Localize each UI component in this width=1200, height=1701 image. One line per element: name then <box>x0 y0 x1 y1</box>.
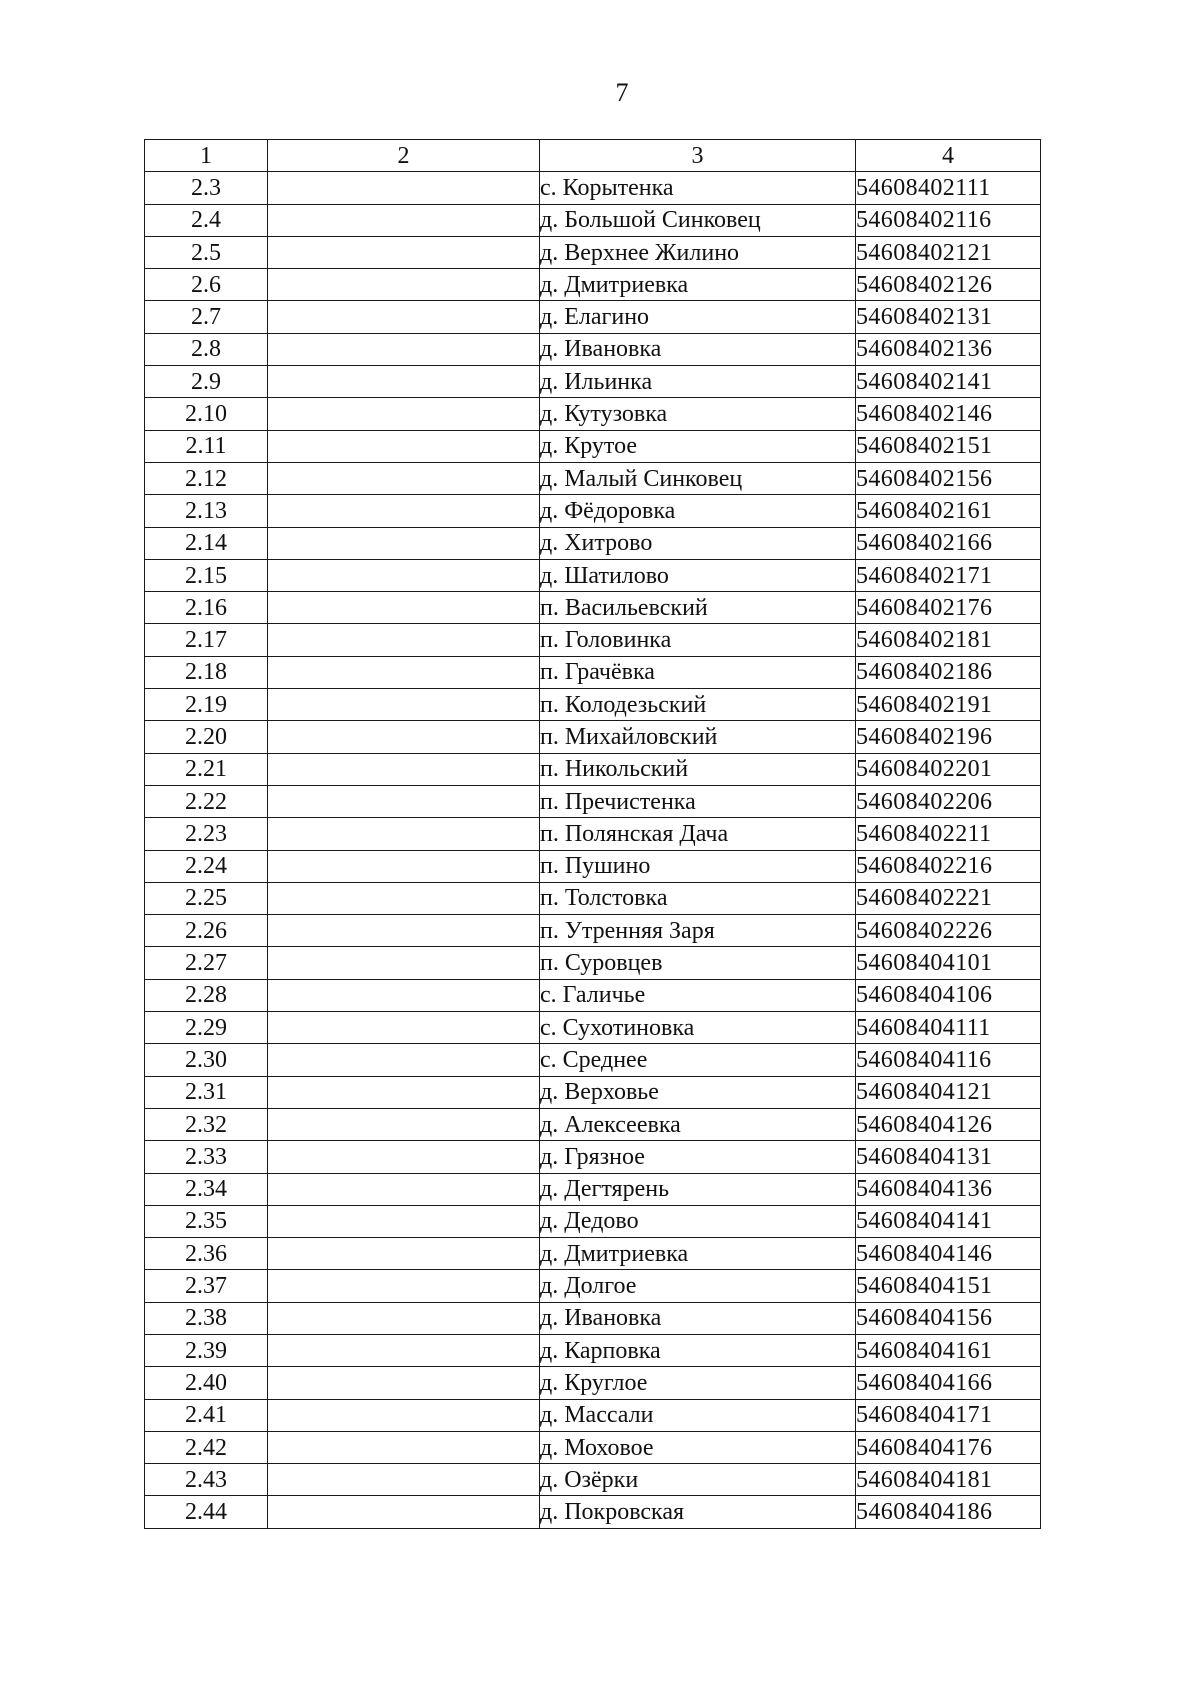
empty-cell <box>268 1496 540 1528</box>
settlement-name-cell: д. Карповка <box>540 1334 856 1366</box>
settlement-name-cell: д. Хитрово <box>540 527 856 559</box>
table-row <box>145 462 1041 494</box>
oktmo-code-cell: 54608402141 <box>856 366 1041 398</box>
settlement-name-cell: д. Крутое <box>540 430 856 462</box>
oktmo-code-cell: 54608404101 <box>856 947 1041 979</box>
settlement-name-cell: с. Корытенка <box>540 172 856 204</box>
settlement-name-cell: д. Алексеевка <box>540 1108 856 1140</box>
settlement-name-cell: д. Дедово <box>540 1205 856 1237</box>
settlement-name-cell: п. Суровцев <box>540 947 856 979</box>
header-col-2: 2 <box>268 140 540 172</box>
oktmo-code-cell: 54608404156 <box>856 1302 1041 1334</box>
empty-cell <box>268 882 540 914</box>
settlement-name-cell: п. Толстовка <box>540 882 856 914</box>
settlement-name-cell: д. Верховье <box>540 1076 856 1108</box>
header-col-4: 4 <box>856 140 1041 172</box>
row-number-cell: 2.14 <box>145 527 268 559</box>
empty-cell <box>268 1076 540 1108</box>
table-row <box>145 1238 1041 1270</box>
row-number-cell: 2.38 <box>145 1302 268 1334</box>
row-number-cell: 2.17 <box>145 624 268 656</box>
row-number-cell: 2.39 <box>145 1334 268 1366</box>
empty-cell <box>268 495 540 527</box>
oktmo-code-cell: 54608402116 <box>856 204 1041 236</box>
oktmo-code-cell: 54608404171 <box>856 1399 1041 1431</box>
row-number-cell: 2.42 <box>145 1431 268 1463</box>
table-row <box>145 721 1041 753</box>
oktmo-code-cell: 54608402156 <box>856 462 1041 494</box>
settlement-name-cell: д. Ивановка <box>540 333 856 365</box>
row-number-cell: 2.19 <box>145 689 268 721</box>
row-number-cell: 2.11 <box>145 430 268 462</box>
settlement-name-cell: д. Дегтярень <box>540 1173 856 1205</box>
row-number-cell: 2.15 <box>145 559 268 591</box>
oktmo-code-cell: 54608402161 <box>856 495 1041 527</box>
row-number-cell: 2.7 <box>145 301 268 333</box>
table-row <box>145 204 1041 236</box>
table-row <box>145 979 1041 1011</box>
empty-cell <box>268 527 540 559</box>
settlement-name-cell: п. Никольский <box>540 753 856 785</box>
empty-cell <box>268 1399 540 1431</box>
row-number-cell: 2.24 <box>145 850 268 882</box>
row-number-cell: 2.33 <box>145 1141 268 1173</box>
oktmo-code-cell: 54608402226 <box>856 915 1041 947</box>
oktmo-code-cell: 54608402136 <box>856 333 1041 365</box>
row-number-cell: 2.26 <box>145 915 268 947</box>
row-number-cell: 2.28 <box>145 979 268 1011</box>
table-row <box>145 1431 1041 1463</box>
empty-cell <box>268 269 540 301</box>
settlement-name-cell: д. Круглое <box>540 1367 856 1399</box>
table-row <box>145 624 1041 656</box>
settlement-name-cell: д. Кутузовка <box>540 398 856 430</box>
oktmo-code-cell: 54608404181 <box>856 1464 1041 1496</box>
oktmo-code-cell: 54608404136 <box>856 1173 1041 1205</box>
table-body <box>145 140 1041 1529</box>
oktmo-code-cell: 54608402221 <box>856 882 1041 914</box>
row-number-cell: 2.29 <box>145 1012 268 1044</box>
table-row <box>145 495 1041 527</box>
table-row <box>145 301 1041 333</box>
settlement-name-cell: д. Массали <box>540 1399 856 1431</box>
empty-cell <box>268 1367 540 1399</box>
empty-cell <box>268 1044 540 1076</box>
oktmo-code-cell: 54608404126 <box>856 1108 1041 1140</box>
settlement-name-cell: д. Дмитриевка <box>540 269 856 301</box>
settlement-name-cell: д. Шатилово <box>540 559 856 591</box>
oktmo-code-cell: 54608402146 <box>856 398 1041 430</box>
oktmo-code-cell: 54608402131 <box>856 301 1041 333</box>
row-number-cell: 2.36 <box>145 1238 268 1270</box>
row-number-cell: 2.31 <box>145 1076 268 1108</box>
empty-cell <box>268 1334 540 1366</box>
empty-cell <box>268 333 540 365</box>
table-row <box>145 850 1041 882</box>
oktmo-code-cell: 54608404106 <box>856 979 1041 1011</box>
empty-cell <box>268 1205 540 1237</box>
row-number-cell: 2.9 <box>145 366 268 398</box>
settlement-name-cell: д. Фёдоровка <box>540 495 856 527</box>
row-number-cell: 2.16 <box>145 592 268 624</box>
row-number-cell: 2.4 <box>145 204 268 236</box>
table-row <box>145 559 1041 591</box>
table-row <box>145 1141 1041 1173</box>
empty-cell <box>268 1431 540 1463</box>
table-row <box>145 592 1041 624</box>
empty-cell <box>268 947 540 979</box>
row-number-cell: 2.10 <box>145 398 268 430</box>
table-row <box>145 1302 1041 1334</box>
empty-cell <box>268 398 540 430</box>
table-row <box>145 1205 1041 1237</box>
settlement-name-cell: д. Верхнее Жилино <box>540 236 856 268</box>
row-number-cell: 2.21 <box>145 753 268 785</box>
oktmo-code-cell: 54608404166 <box>856 1367 1041 1399</box>
empty-cell <box>268 818 540 850</box>
settlement-name-cell: п. Пушино <box>540 850 856 882</box>
empty-cell <box>268 1173 540 1205</box>
row-number-cell: 2.8 <box>145 333 268 365</box>
row-number-cell: 2.23 <box>145 818 268 850</box>
settlement-name-cell: д. Ивановка <box>540 1302 856 1334</box>
table-row <box>145 1012 1041 1044</box>
empty-cell <box>268 1238 540 1270</box>
oktmo-code-cell: 54608404176 <box>856 1431 1041 1463</box>
oktmo-code-cell: 54608402126 <box>856 269 1041 301</box>
row-number-cell: 2.3 <box>145 172 268 204</box>
empty-cell <box>268 785 540 817</box>
row-number-cell: 2.13 <box>145 495 268 527</box>
table-row <box>145 882 1041 914</box>
oktmo-code-cell: 54608404186 <box>856 1496 1041 1528</box>
empty-cell <box>268 301 540 333</box>
row-number-cell: 2.34 <box>145 1173 268 1205</box>
oktmo-code-cell: 54608402211 <box>856 818 1041 850</box>
settlement-name-cell: д. Покровская <box>540 1496 856 1528</box>
empty-cell <box>268 689 540 721</box>
oktmo-code-cell: 54608404151 <box>856 1270 1041 1302</box>
row-number-cell: 2.37 <box>145 1270 268 1302</box>
oktmo-code-cell: 54608402216 <box>856 850 1041 882</box>
empty-cell <box>268 1464 540 1496</box>
table-row <box>145 236 1041 268</box>
row-number-cell: 2.43 <box>145 1464 268 1496</box>
settlement-name-cell: д. Озёрки <box>540 1464 856 1496</box>
table-row <box>145 818 1041 850</box>
empty-cell <box>268 1270 540 1302</box>
oktmo-code-cell: 54608404161 <box>856 1334 1041 1366</box>
settlement-table <box>144 139 1041 1529</box>
empty-cell <box>268 1012 540 1044</box>
table-row <box>145 785 1041 817</box>
table-row <box>145 333 1041 365</box>
oktmo-code-cell: 54608404146 <box>856 1238 1041 1270</box>
oktmo-code-cell: 54608402186 <box>856 656 1041 688</box>
settlement-name-cell: п. Полянская Дача <box>540 818 856 850</box>
empty-cell <box>268 366 540 398</box>
empty-cell <box>268 236 540 268</box>
table-row <box>145 947 1041 979</box>
empty-cell <box>268 850 540 882</box>
empty-cell <box>268 172 540 204</box>
settlement-name-cell: п. Васильевский <box>540 592 856 624</box>
empty-cell <box>268 204 540 236</box>
table-row <box>145 656 1041 688</box>
row-number-cell: 2.44 <box>145 1496 268 1528</box>
oktmo-code-cell: 54608404131 <box>856 1141 1041 1173</box>
oktmo-code-cell: 54608402176 <box>856 592 1041 624</box>
oktmo-code-cell: 54608402111 <box>856 172 1041 204</box>
row-number-cell: 2.5 <box>145 236 268 268</box>
oktmo-code-cell: 54608404111 <box>856 1012 1041 1044</box>
empty-cell <box>268 915 540 947</box>
oktmo-code-cell: 54608402191 <box>856 689 1041 721</box>
row-number-cell: 2.30 <box>145 1044 268 1076</box>
empty-cell <box>268 592 540 624</box>
row-number-cell: 2.35 <box>145 1205 268 1237</box>
settlement-name-cell: д. Долгое <box>540 1270 856 1302</box>
settlement-name-cell: д. Ильинка <box>540 366 856 398</box>
settlement-name-cell: п. Головинка <box>540 624 856 656</box>
settlement-name-cell: д. Грязное <box>540 1141 856 1173</box>
table-row <box>145 1076 1041 1108</box>
table-row <box>145 1108 1041 1140</box>
header-col-3: 3 <box>540 140 856 172</box>
settlement-name-cell: с. Среднее <box>540 1044 856 1076</box>
table-row <box>145 1496 1041 1528</box>
row-number-cell: 2.41 <box>145 1399 268 1431</box>
oktmo-code-cell: 54608402206 <box>856 785 1041 817</box>
table-row <box>145 1367 1041 1399</box>
empty-cell <box>268 430 540 462</box>
oktmo-code-cell: 54608402166 <box>856 527 1041 559</box>
settlement-name-cell: д. Большой Синковец <box>540 204 856 236</box>
row-number-cell: 2.12 <box>145 462 268 494</box>
empty-cell <box>268 979 540 1011</box>
table-row <box>145 366 1041 398</box>
settlement-name-cell: п. Грачёвка <box>540 656 856 688</box>
row-number-cell: 2.32 <box>145 1108 268 1140</box>
row-number-cell: 2.22 <box>145 785 268 817</box>
table-row <box>145 1173 1041 1205</box>
table-row <box>145 1464 1041 1496</box>
table-row <box>145 269 1041 301</box>
table-row <box>145 753 1041 785</box>
row-number-cell: 2.6 <box>145 269 268 301</box>
settlement-name-cell: п. Утренняя Заря <box>540 915 856 947</box>
empty-cell <box>268 1141 540 1173</box>
empty-cell <box>268 1108 540 1140</box>
oktmo-code-cell: 54608404121 <box>856 1076 1041 1108</box>
settlement-name-cell: д. Моховое <box>540 1431 856 1463</box>
table-row <box>145 430 1041 462</box>
row-number-cell: 2.20 <box>145 721 268 753</box>
table-row <box>145 1399 1041 1431</box>
oktmo-code-cell: 54608402196 <box>856 721 1041 753</box>
settlement-name-cell: с. Галичье <box>540 979 856 1011</box>
table-row <box>145 689 1041 721</box>
oktmo-code-cell: 54608402171 <box>856 559 1041 591</box>
empty-cell <box>268 624 540 656</box>
oktmo-code-cell: 54608402181 <box>856 624 1041 656</box>
row-number-cell: 2.18 <box>145 656 268 688</box>
table-row <box>145 527 1041 559</box>
oktmo-code-cell: 54608402201 <box>856 753 1041 785</box>
table-row <box>145 398 1041 430</box>
table-row <box>145 1044 1041 1076</box>
settlement-name-cell: п. Михайловский <box>540 721 856 753</box>
settlement-name-cell: д. Малый Синковец <box>540 462 856 494</box>
row-number-cell: 2.40 <box>145 1367 268 1399</box>
row-number-cell: 2.27 <box>145 947 268 979</box>
empty-cell <box>268 656 540 688</box>
page-number: 7 <box>615 78 629 107</box>
table-row <box>145 1334 1041 1366</box>
table-row <box>145 1270 1041 1302</box>
oktmo-code-cell: 54608402121 <box>856 236 1041 268</box>
empty-cell <box>268 462 540 494</box>
settlement-name-cell: п. Пречистенка <box>540 785 856 817</box>
empty-cell <box>268 721 540 753</box>
table-header-row <box>145 140 1041 172</box>
settlement-name-cell: п. Колодезьский <box>540 689 856 721</box>
table-row <box>145 172 1041 204</box>
empty-cell <box>268 559 540 591</box>
empty-cell <box>268 753 540 785</box>
oktmo-code-cell: 54608404141 <box>856 1205 1041 1237</box>
oktmo-code-cell: 54608402151 <box>856 430 1041 462</box>
oktmo-code-cell: 54608404116 <box>856 1044 1041 1076</box>
header-col-1: 1 <box>145 140 268 172</box>
row-number-cell: 2.25 <box>145 882 268 914</box>
empty-cell <box>268 1302 540 1334</box>
settlement-name-cell: с. Сухотиновка <box>540 1012 856 1044</box>
table-row <box>145 915 1041 947</box>
settlement-name-cell: д. Дмитриевка <box>540 1238 856 1270</box>
settlement-name-cell: д. Елагино <box>540 301 856 333</box>
